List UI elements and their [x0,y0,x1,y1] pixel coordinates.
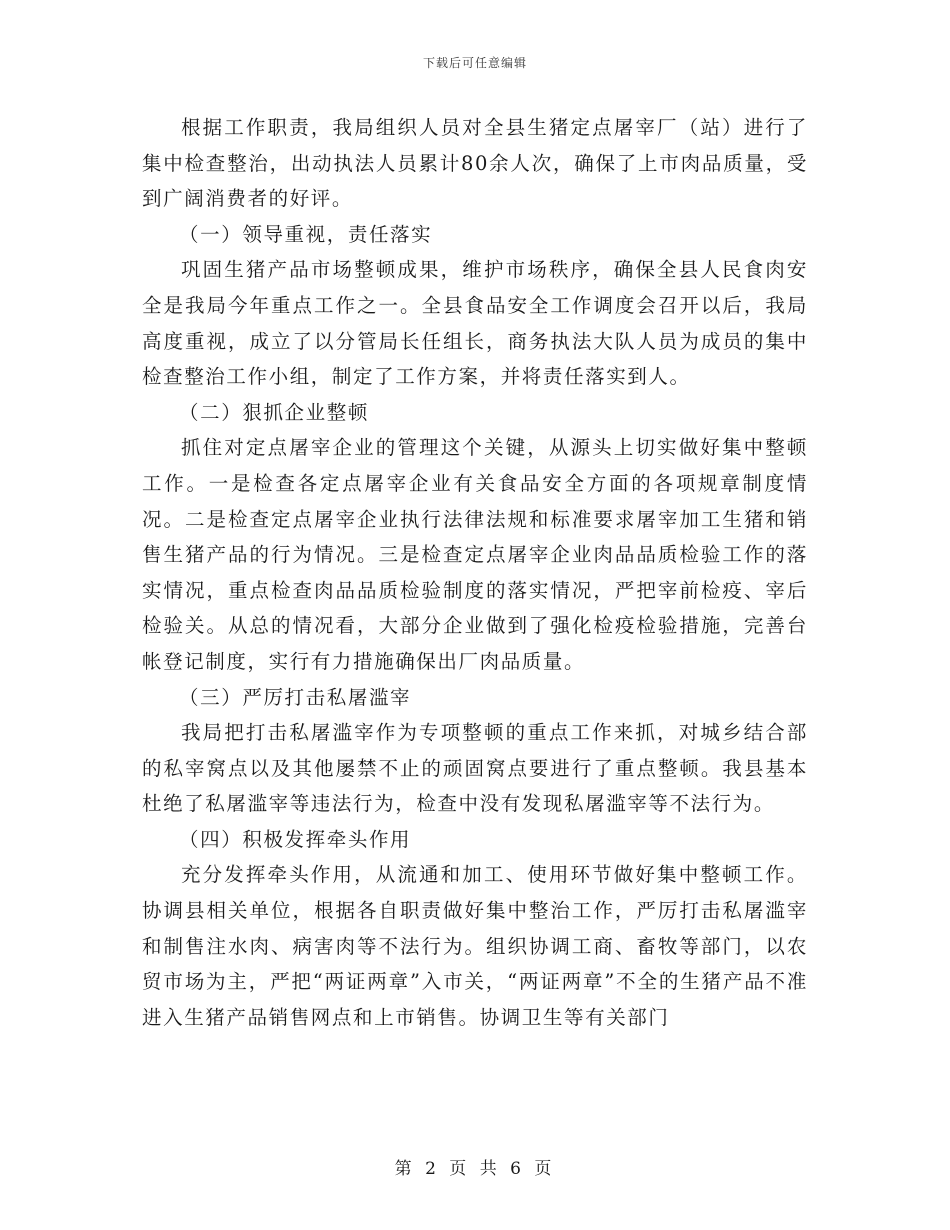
page-number-footer: 第 2 页 共 6 页 [394,1159,556,1179]
paragraph-section-2: 抓住对定点屠宰企业的管理这个关键，从源头上切实做好集中整顿工作。一是检查各定点屠宰企业有关食品安全方面的各项规章制度情况。二是检查定点屠宰企业执行法律法规和标准要求屠宰加工生猪和销售生猪产品的行为情况。三是检查定点屠宰企业肉品品质检验工作的落实情况，重点检查肉品品质检验制度的落实情况，严把宰前检疫、宰后检验关。从总的情况看，大部分企业做到了强化检疫检验措施，完善台帐登记制度，实行有力措施确保出厂肉品质量。 [142,436,808,673]
paragraph-section-4: 充分发挥牵头作用，从流通和加工、使用环节做好集中整顿工作。协调县相关单位，根据各自职责做好集中整治工作，严厉打击私屠滥宰和制售注水肉、病害肉等不法行为。组织协调工商、畜牧等部门，以农贸市场为主，严把“两证两章”入市关，“两证两章”不全的生猪产品不准进入生猪产品销售网点和上市销售。协调卫生等有关部门 [142,863,808,1029]
page-header-note: 下载后可任意编辑 [422,56,527,70]
section-heading-1: （一）领导重视，责任落实 [179,222,433,246]
section-heading-2: （二）狠抓企业整顿 [179,400,369,424]
paragraph-intro: 根据工作职责，我局组织人员对全县生猪定点屠宰厂（站）进行了集中检查整治，出动执法人员累计80余人次，确保了上市肉品质量，受到广阔消费者的好评。 [142,116,808,211]
paragraph-section-3: 我局把打击私屠滥宰作为专项整顿的重点工作来抓，对城乡结合部的私宰窝点以及其他屡禁不止的顽固窝点要进行了重点整顿。我县基本杜绝了私屠滥宰等违法行为，检查中没有发现私屠滥宰等不法行为。 [142,721,808,816]
section-heading-3: （三）严厉打击私屠滥宰 [179,685,412,709]
section-heading-4: （四）积极发挥牵头作用 [179,827,412,851]
paragraph-section-1: 巩固生猪产品市场整顿成果，维护市场秩序，确保全县人民食肉安全是我局今年重点工作之一。全县食品安全工作调度会召开以后，我局高度重视，成立了以分管局长任组长，商务执法大队人员为成员的集中检查整治工作小组，制定了工作方案，并将责任落实到人。 [142,258,808,389]
document-body [142,110,808,1035]
